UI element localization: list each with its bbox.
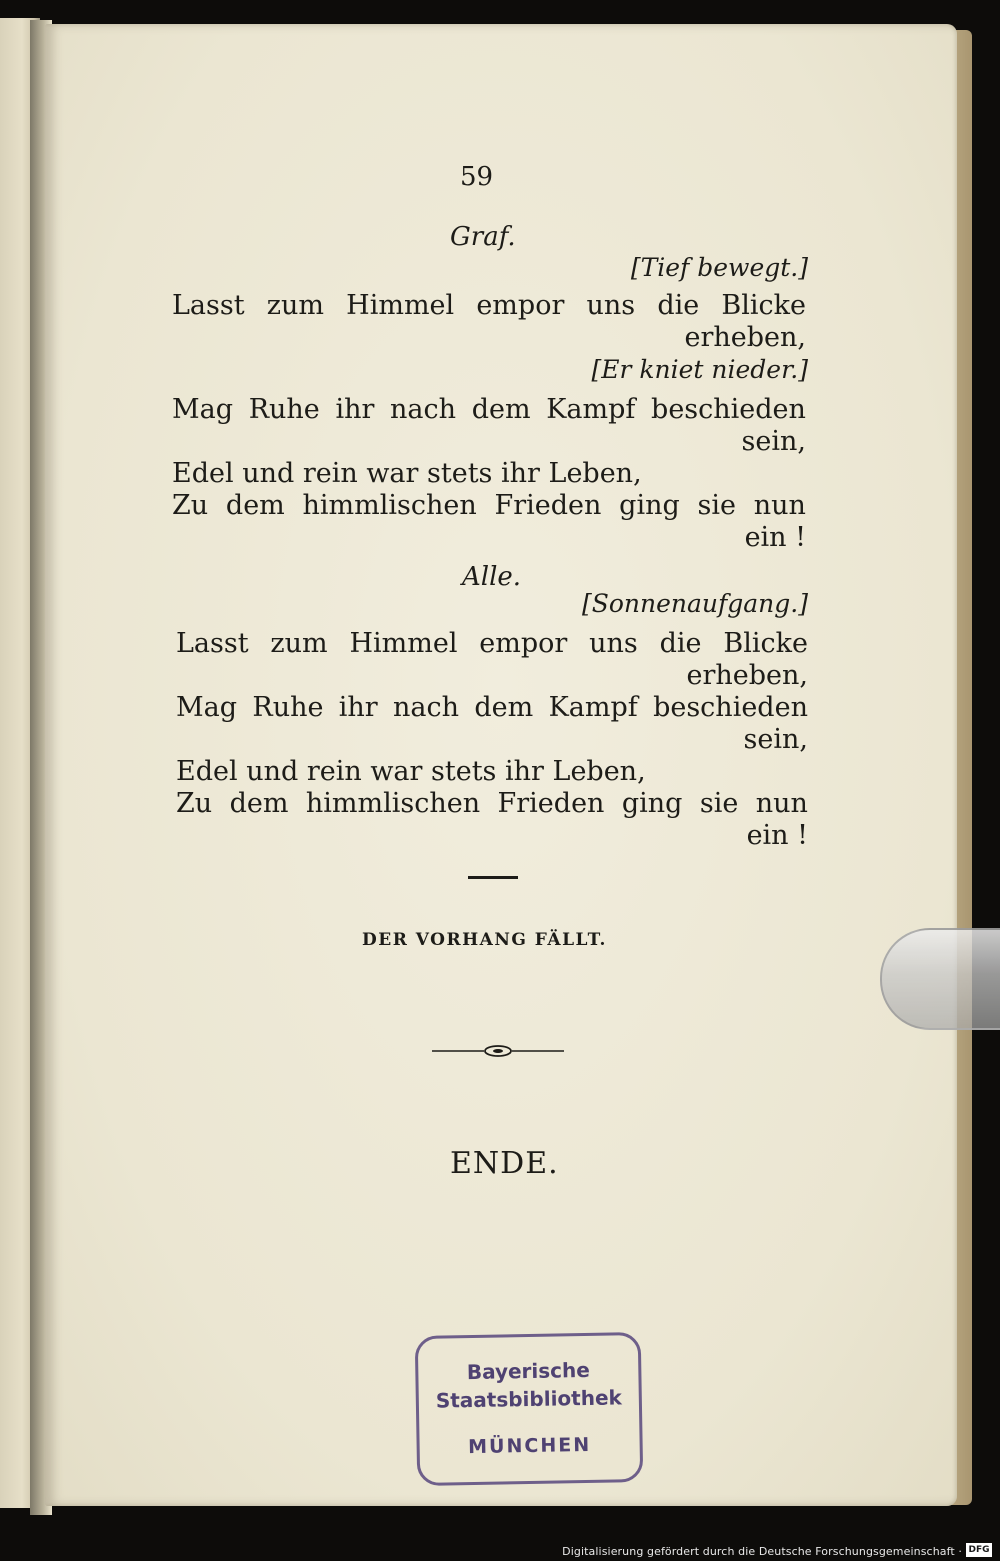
verse-line xyxy=(176,628,808,660)
verse-line: Edel und rein war stets ihr Leben, xyxy=(172,458,642,489)
stage-direction-tief-bewegt: [Tief bewegt.] xyxy=(630,253,808,282)
word: sie xyxy=(697,490,736,521)
word: Kampf xyxy=(548,692,638,723)
verse-line xyxy=(172,394,806,426)
word: dem xyxy=(474,692,534,723)
word: Ruhe xyxy=(252,692,324,723)
verse-line-continuation: ein ! xyxy=(744,522,806,553)
curtain-falls-text: DER VORHANG FÄLLT. xyxy=(362,930,607,950)
word: ihr xyxy=(338,692,378,723)
stage-direction-sonnenaufgang: [Sonnenaufgang.] xyxy=(581,589,808,618)
word: die xyxy=(657,290,700,321)
library-stamp xyxy=(415,1332,644,1486)
word: zum xyxy=(270,628,328,659)
word: nun xyxy=(753,490,806,521)
word: uns xyxy=(589,628,638,659)
word: nun xyxy=(755,788,808,819)
word: empor xyxy=(479,628,568,659)
word: Blicke xyxy=(723,628,808,659)
word: nach xyxy=(390,394,457,425)
verse-line-continuation: erheben, xyxy=(684,322,806,353)
stamp-line: Staatsbibliothek xyxy=(435,1385,623,1413)
stamp-line: MÜNCHEN xyxy=(467,1433,592,1459)
word: Mag xyxy=(172,394,234,425)
word: Himmel xyxy=(349,628,458,659)
word: himmlischen xyxy=(305,788,481,819)
ende-heading: ENDE. xyxy=(450,1146,559,1181)
word: nach xyxy=(393,692,460,723)
word: dem xyxy=(229,788,289,819)
word: zum xyxy=(266,290,324,321)
page-number: 59 xyxy=(460,162,494,192)
verse-line-continuation: erheben, xyxy=(686,660,808,691)
word: himmlischen xyxy=(302,490,477,521)
word: sie xyxy=(699,788,739,819)
word: Blicke xyxy=(721,290,806,321)
word: Himmel xyxy=(346,290,455,321)
word: Lasst xyxy=(172,290,245,321)
word: uns xyxy=(586,290,636,321)
section-rule xyxy=(468,876,518,879)
word: Ruhe xyxy=(248,394,320,425)
word: ging xyxy=(619,490,680,521)
footer-credit: Digitalisierung gefördert durch die Deutsche Forschungsgemeinschaft · xyxy=(562,1545,962,1558)
word: empor xyxy=(476,290,565,321)
word: Zu xyxy=(176,788,213,819)
word: die xyxy=(659,628,702,659)
stamp-line: Bayerische xyxy=(466,1357,591,1385)
word: beschieden xyxy=(653,692,808,723)
verse-line: Edel und rein war stets ihr Leben, xyxy=(176,756,646,787)
word: Kampf xyxy=(546,394,636,425)
verse-line-continuation: sein, xyxy=(743,724,808,755)
page-clip xyxy=(880,928,1000,1030)
word: Lasst xyxy=(176,628,249,659)
stanza-2 xyxy=(176,628,808,852)
verse-line xyxy=(176,788,808,820)
verse-line xyxy=(172,490,806,522)
word: ihr xyxy=(335,394,375,425)
speaker-graf: Graf. xyxy=(450,222,516,252)
word: Mag xyxy=(176,692,238,723)
dfg-logo-icon: DFG xyxy=(966,1543,992,1557)
word: dem xyxy=(225,490,285,521)
verse-line xyxy=(176,692,808,724)
ornament-divider-icon xyxy=(432,1040,564,1062)
word: beschieden xyxy=(651,394,806,425)
word: ging xyxy=(621,788,683,819)
word: Frieden xyxy=(494,490,602,521)
verse-line-continuation: ein ! xyxy=(746,820,808,851)
word: Zu xyxy=(172,490,209,521)
verse-line xyxy=(172,290,806,322)
verse-line-continuation: sein, xyxy=(741,426,806,457)
speaker-alle: Alle. xyxy=(462,562,522,592)
word: Frieden xyxy=(497,788,605,819)
stage-direction-kniet-nieder: [Er kniet nieder.] xyxy=(591,355,808,384)
stanza-1-part-2 xyxy=(172,394,806,554)
stanza-1-part-1 xyxy=(172,290,806,354)
word: dem xyxy=(471,394,531,425)
